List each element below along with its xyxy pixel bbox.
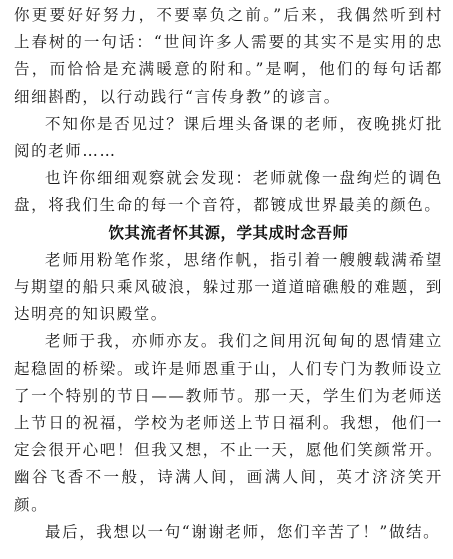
paragraph-closing: 最后，我想以一句“谢谢老师，您们辛苦了！”做结。 (45, 522, 441, 541)
paragraph-teacher-friend: 老师于我，亦师亦友。我们之间用沉甸甸的恩情建立起稳固的桥梁。或许是师恩重于山，人们专门为教师设立了一个特别的节日——教师节。那一天，学生们为老师送上节日的祝福，学校为老师送上节日福利。我想，他们一定会很开心吧！但我又想，不止一天，愿他们笑颜常开。幽谷飞香不一般，诗满人间，画满人间，英才济济笑开颜。 (14, 332, 443, 514)
paragraph-chalk: 老师用粉笔作浆，思绪作帆，指引着一艘艘载满希望与期望的船只乘风破浪，躲过那一道道暗礁般的难题，到达明亮的知识殿堂。 (14, 250, 443, 324)
paragraph-palette: 也许你细细观察就会发现：老师就像一盘绚烂的调色盘，将我们生命的每一个音符，都镀成世界最美的颜色。 (14, 169, 443, 215)
paragraph-continued: 你更要好好努力，不要辜负之前。”后来，我偶然听到村上春树的一句话：“世间许多人需要的其实不是实用的忠告，而恰恰是充满暖意的附和。”是啊，他们的每句话都细细斟酌，以行动践行“言传身教”的谚言。 (14, 6, 443, 106)
section-heading: 饮其流者怀其源，学其成时念吾师 (108, 223, 349, 242)
paragraph-question: 不知你是否见过？课后埋头备课的老师，夜晚挑灯批阅的老师…… (14, 114, 443, 161)
